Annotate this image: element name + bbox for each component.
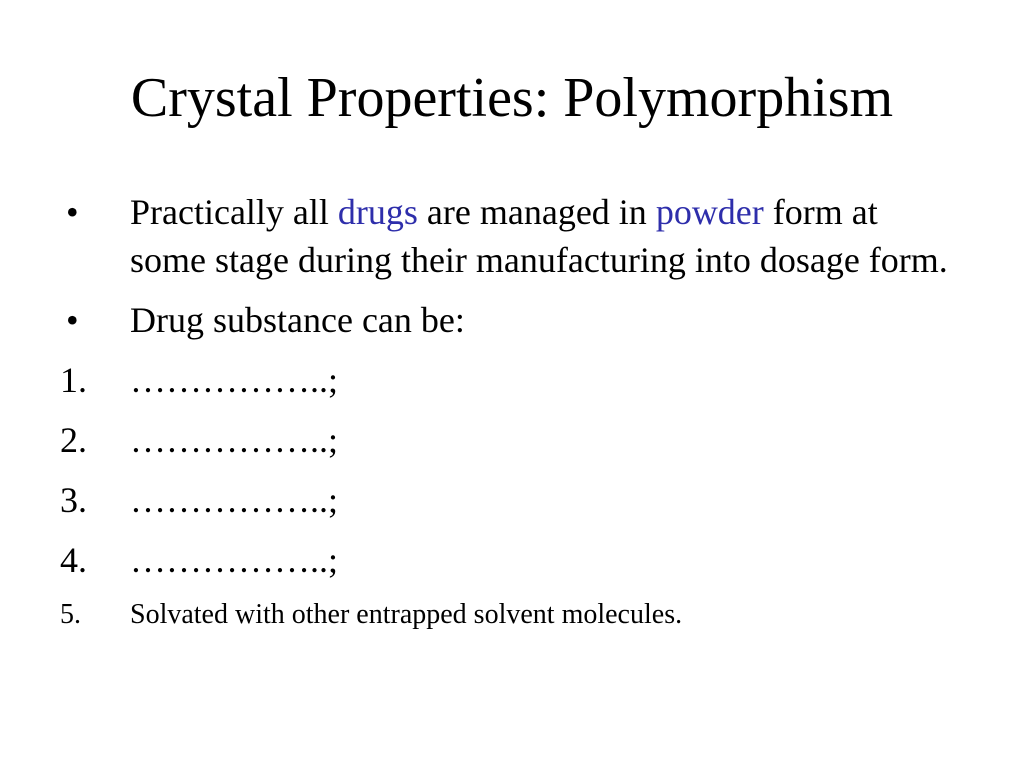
numbered-text: ……………..;	[130, 480, 339, 520]
bullet-text-segment: are managed in	[417, 192, 656, 232]
numbered-text: ……………..;	[130, 540, 339, 580]
numbered-item	[60, 416, 960, 464]
slide-title: Crystal Properties: Polymorphism	[130, 67, 894, 129]
bullet-text-segment: form at some stage during their manufacturing into dosage form.	[130, 192, 948, 280]
bullet-marker: •	[66, 192, 79, 232]
numbered-text: Solvated with other entrapped solvent molecules.	[130, 599, 683, 630]
number-marker: 5.	[60, 599, 81, 630]
numbered-item	[60, 536, 960, 584]
slide-body	[60, 188, 960, 634]
number-marker: 4.	[60, 540, 87, 580]
bullet-marker: •	[66, 300, 79, 340]
numbered-item	[60, 476, 960, 524]
numbered-text: ……………..;	[130, 360, 339, 400]
number-marker: 3.	[60, 480, 87, 520]
numbered-item	[60, 596, 960, 634]
number-marker: 1.	[60, 360, 87, 400]
number-marker: 2.	[60, 420, 87, 460]
highlighted-term-powder: powder	[655, 192, 764, 232]
numbered-text: ……………..;	[130, 420, 339, 460]
bullet-text	[130, 192, 948, 280]
bullet-text: Drug substance can be:	[130, 300, 465, 340]
bullet-text-segment: Practically all	[130, 192, 338, 232]
bullet-item	[60, 296, 960, 344]
bullet-item	[60, 188, 960, 284]
highlighted-term-drugs: drugs	[337, 192, 418, 232]
numbered-item	[60, 356, 960, 404]
